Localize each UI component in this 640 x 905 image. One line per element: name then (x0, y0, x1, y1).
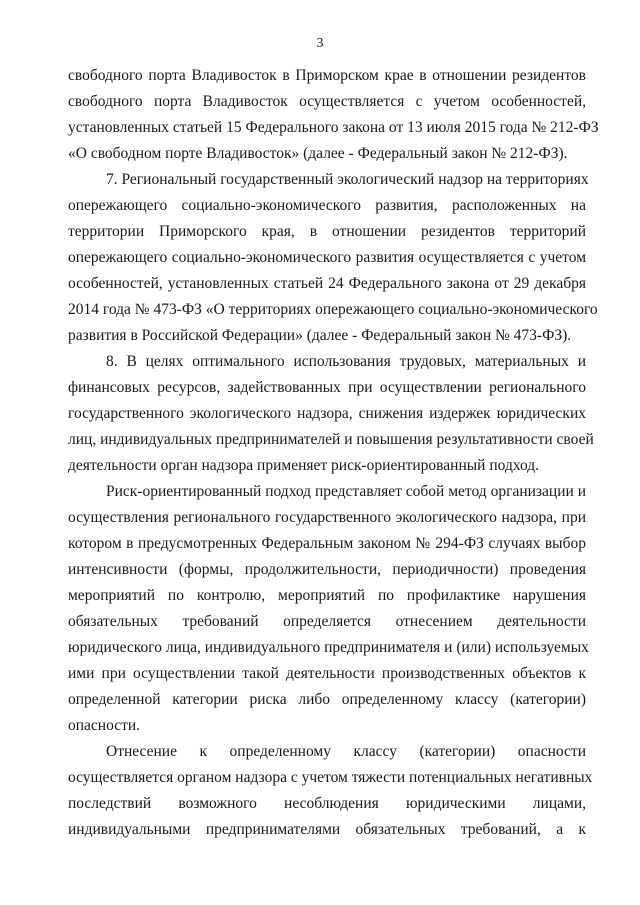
text-line: осуществляется органом надзора с учетом тяжести потенциальных негативных (68, 769, 593, 786)
paragraph-7-first-line: 7. Региональный государственный экологический надзор на территориях (106, 171, 589, 188)
text-line: юридического лица, индивидуального предпринимателя и (или) используемых (68, 639, 589, 656)
paragraph-hazard-class-first-line: Отнесение к определенному классу (категории) опасности (106, 743, 586, 760)
text-line: индивидуальными предпринимателями обязательных требований, а к (68, 821, 586, 838)
text-line: интенсивности (формы, продолжительности, периодичности) проведения (68, 561, 586, 578)
text-line: осуществления регионального государственного экологического надзора, при (68, 509, 586, 526)
text-line: 2014 года № 473-ФЗ «О территориях опережающего социально-экономического (68, 301, 598, 318)
paragraph-8-first-line: 8. В целях оптимального использования трудовых, материальных и (106, 353, 586, 370)
text-line: опережающего социально-экономического развития осуществляется с учетом (68, 249, 586, 266)
page-number: 3 (316, 36, 324, 51)
text-line: свободного порта Владивосток осуществляется с учетом особенностей, (68, 93, 586, 110)
text-line: мероприятий по контролю, мероприятий по профилактике нарушения (68, 587, 586, 604)
text-line: деятельности орган надзора применяет риск-ориентированный подход. (68, 457, 540, 474)
text-line: опасности. (68, 717, 141, 734)
text-line: свободного порта Владивосток в Приморском крае в отношении резидентов (68, 67, 586, 84)
text-line: последствий возможного несоблюдения юридическими лицами, (68, 795, 586, 812)
text-line: «О свободном порте Владивосток» (далее - Федеральный закон № 212-ФЗ). (68, 145, 568, 162)
text-line: территории Приморского края, в отношении резидентов территорий (68, 223, 586, 240)
text-line: котором в предусмотренных Федеральным законом № 294-ФЗ случаях выбор (68, 535, 586, 552)
text-line: развития в Российской Федерации» (далее - Федеральный закон № 473-ФЗ). (68, 327, 572, 344)
text-line: лиц, индивидуальных предпринимателей и повышения результативности своей (68, 431, 594, 448)
text-line: опережающего социально-экономического развития, расположенных на (68, 197, 586, 214)
text-line: установленных статьей 15 Федерального закона от 13 июля 2015 года № 212-ФЗ (68, 119, 599, 136)
text-line: ими при осуществлении такой деятельности производственных объектов к (68, 665, 586, 682)
text-line: государственного экологического надзора, снижения издержек юридических (68, 405, 586, 422)
text-line: особенностей, установленных статьей 24 Федерального закона от 29 декабря (68, 275, 586, 292)
text-line: определенной категории риска либо определенному классу (категории) (68, 691, 586, 708)
text-line: обязательных требований определяется отнесением деятельности (68, 613, 586, 630)
paragraph-risk-approach-first-line: Риск-ориентированный подход представляет собой метод организации и (106, 483, 586, 500)
text-line: финансовых ресурсов, задействованных при осуществлении регионального (68, 379, 586, 396)
